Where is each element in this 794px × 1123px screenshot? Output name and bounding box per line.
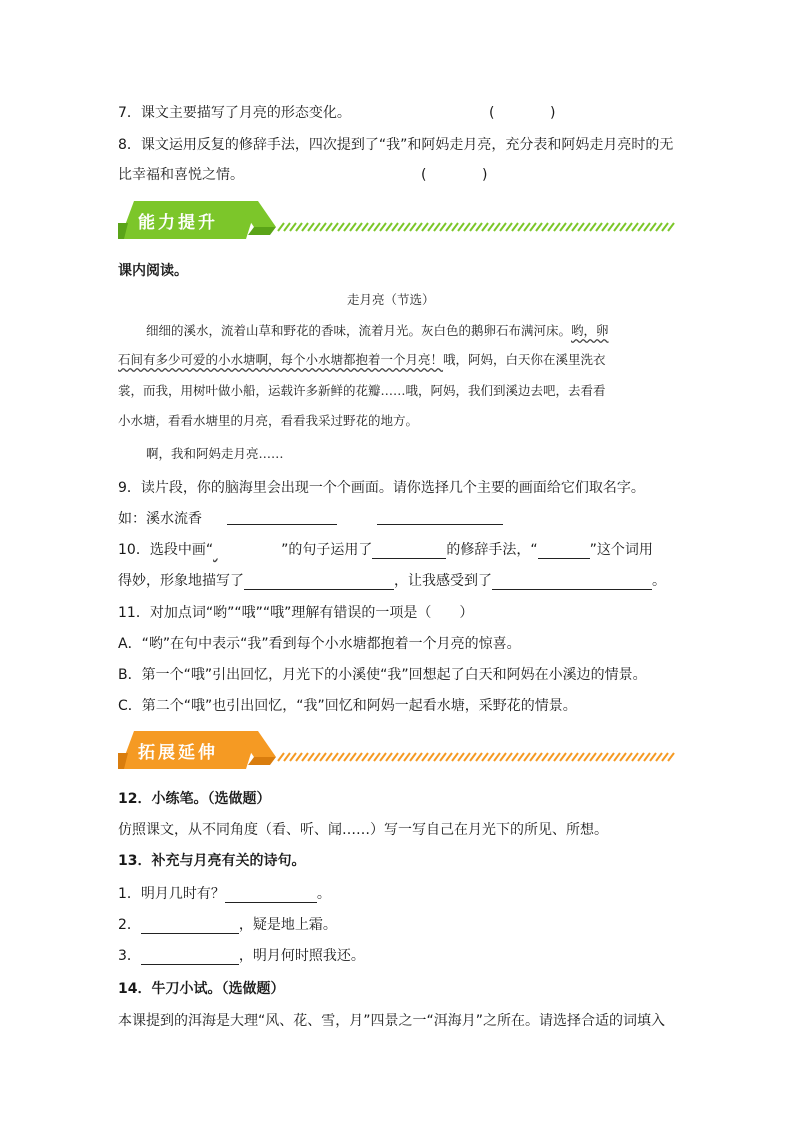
question-13-item-1 (118, 885, 331, 903)
question-13-item-2 (118, 916, 337, 934)
passage-line-1 (146, 323, 609, 339)
question-7-paren-right: ) (550, 105, 556, 121)
section-title-extension: 拓展延伸 (138, 743, 218, 763)
question-9-example-text: 如：溪水流香 (118, 511, 202, 527)
passage-title: 走月亮（节选） (347, 292, 435, 307)
question-9-example (118, 510, 202, 528)
question-7 (118, 104, 351, 122)
question-11-stem: 11．对加点词“哟”“哦”“哦”理解有错误的一项是（ ） (118, 605, 474, 621)
question-8-paren-right: ) (482, 167, 488, 183)
question-10-line1 (118, 541, 653, 559)
question-13-blank-2[interactable] (141, 919, 239, 934)
reading-heading: 课内阅读。 (118, 263, 188, 279)
passage-line-2-rest: 哦，阿妈，白天你在溪里洗衣 (443, 352, 606, 367)
question-10-line2-end: 。 (652, 573, 666, 589)
question-10-blank-feel[interactable] (492, 575, 652, 590)
passage-line-5: 啊，我和阿妈走月亮…… (146, 446, 284, 461)
question-14-stem: 14．牛刀小试。（选做题） (118, 981, 285, 997)
question-13-item-3-suffix: ，明月何时照我还。 (238, 948, 365, 964)
question-11-option-b[interactable]: B．第一个“哦”引出回忆，月光下的小溪使“我”回想起了白天和阿妈在小溪边的情景。 (118, 667, 647, 683)
question-7-paren-left: ( (489, 105, 495, 121)
question-8-line1: 8．课文运用反复的修辞手法，四次提到了“我”和阿妈走月亮，充分表和阿妈走月亮时的无 (118, 137, 674, 153)
question-10-part-a: 10．选段中画“ (118, 542, 214, 558)
question-13-item-3-prefix: 3． (118, 948, 141, 964)
question-10-wavy-sample (213, 541, 281, 559)
passage-line-3: 裳，而我，用树叶做小船，运载许多新鲜的花瓣……哦，阿妈，我们到溪边去吧，去看看 (118, 383, 606, 398)
question-13-item-2-prefix: 2． (118, 917, 141, 933)
question-13-stem: 13．补充与月亮有关的诗句。 (118, 853, 306, 869)
question-10-blank-rhetoric[interactable] (372, 544, 446, 559)
question-11-option-c[interactable]: C．第二个“哦”也引出回忆，“我”回忆和阿妈一起看水塘，采野花的情景。 (118, 698, 577, 714)
passage-wavy-sentence: 石间有多少可爱的小水塘啊，每个小水塘都抱着一个月亮！ (118, 352, 444, 367)
section-title-ability: 能力提升 (138, 213, 218, 233)
question-14-text: 本课提到的洱海是大理“风、花、雪，月”四景之一“洱海月”之所在。请选择合适的词填入 (118, 1013, 666, 1029)
question-13-item-2-suffix: ，疑是地上霜。 (238, 917, 337, 933)
passage-line-1-text: 细细的溪水，流着山草和野花的香味，流着月光。灰白色的鹅卵石布满河床。 (146, 323, 572, 338)
passage-line-2 (118, 352, 606, 368)
question-10-part-b: ”的句子运用了 (281, 542, 373, 558)
section-banner-extension (118, 729, 678, 771)
question-13-item-3 (118, 947, 365, 965)
passage-line-4: 小水塘，看看水塘里的月亮，看看我采过野花的地方。 (118, 413, 419, 428)
question-10-blank-describe[interactable] (244, 575, 394, 590)
section-banner-ability (118, 199, 678, 241)
question-11-option-a[interactable]: A．“哟”在句中表示“我”看到每个小水塘都抱着一个月亮的惊喜。 (118, 636, 521, 652)
question-10-line2-a: 得妙，形象地描写了 (118, 573, 244, 589)
question-9-blank-1[interactable] (227, 510, 337, 525)
question-9: 9．读片段，你的脑海里会出现一个个画面。请你选择几个主要的画面给它们取名字。 (118, 480, 645, 496)
question-7-text: 7．课文主要描写了月亮的形态变化。 (118, 105, 351, 121)
question-8-paren-left: ( (421, 167, 427, 183)
question-13-item-1-suffix: 。 (316, 886, 331, 902)
question-10-part-c: 的修辞手法，“ (446, 542, 538, 558)
question-12-stem: 12．小练笔。（选做题） (118, 791, 271, 807)
question-10-part-d: ”这个词用 (589, 542, 653, 558)
question-10-line2 (118, 572, 666, 590)
question-9-blank-2[interactable] (377, 510, 503, 525)
passage-wavy-start: 哟，卵 (571, 323, 609, 338)
question-10-line2-b: ，让我感受到了 (394, 573, 492, 589)
question-13-blank-3[interactable] (141, 950, 239, 965)
question-8-line2: 比幸福和喜悦之情。 (118, 167, 244, 183)
question-13-item-1-prefix: 1．明月几时有？ (118, 886, 225, 902)
question-13-blank-1[interactable] (225, 888, 317, 903)
question-12-text: 仿照课文，从不同角度（看、听、闻……）写一写自己在月光下的所见、所想。 (118, 822, 608, 838)
question-10-blank-word[interactable] (538, 544, 590, 559)
